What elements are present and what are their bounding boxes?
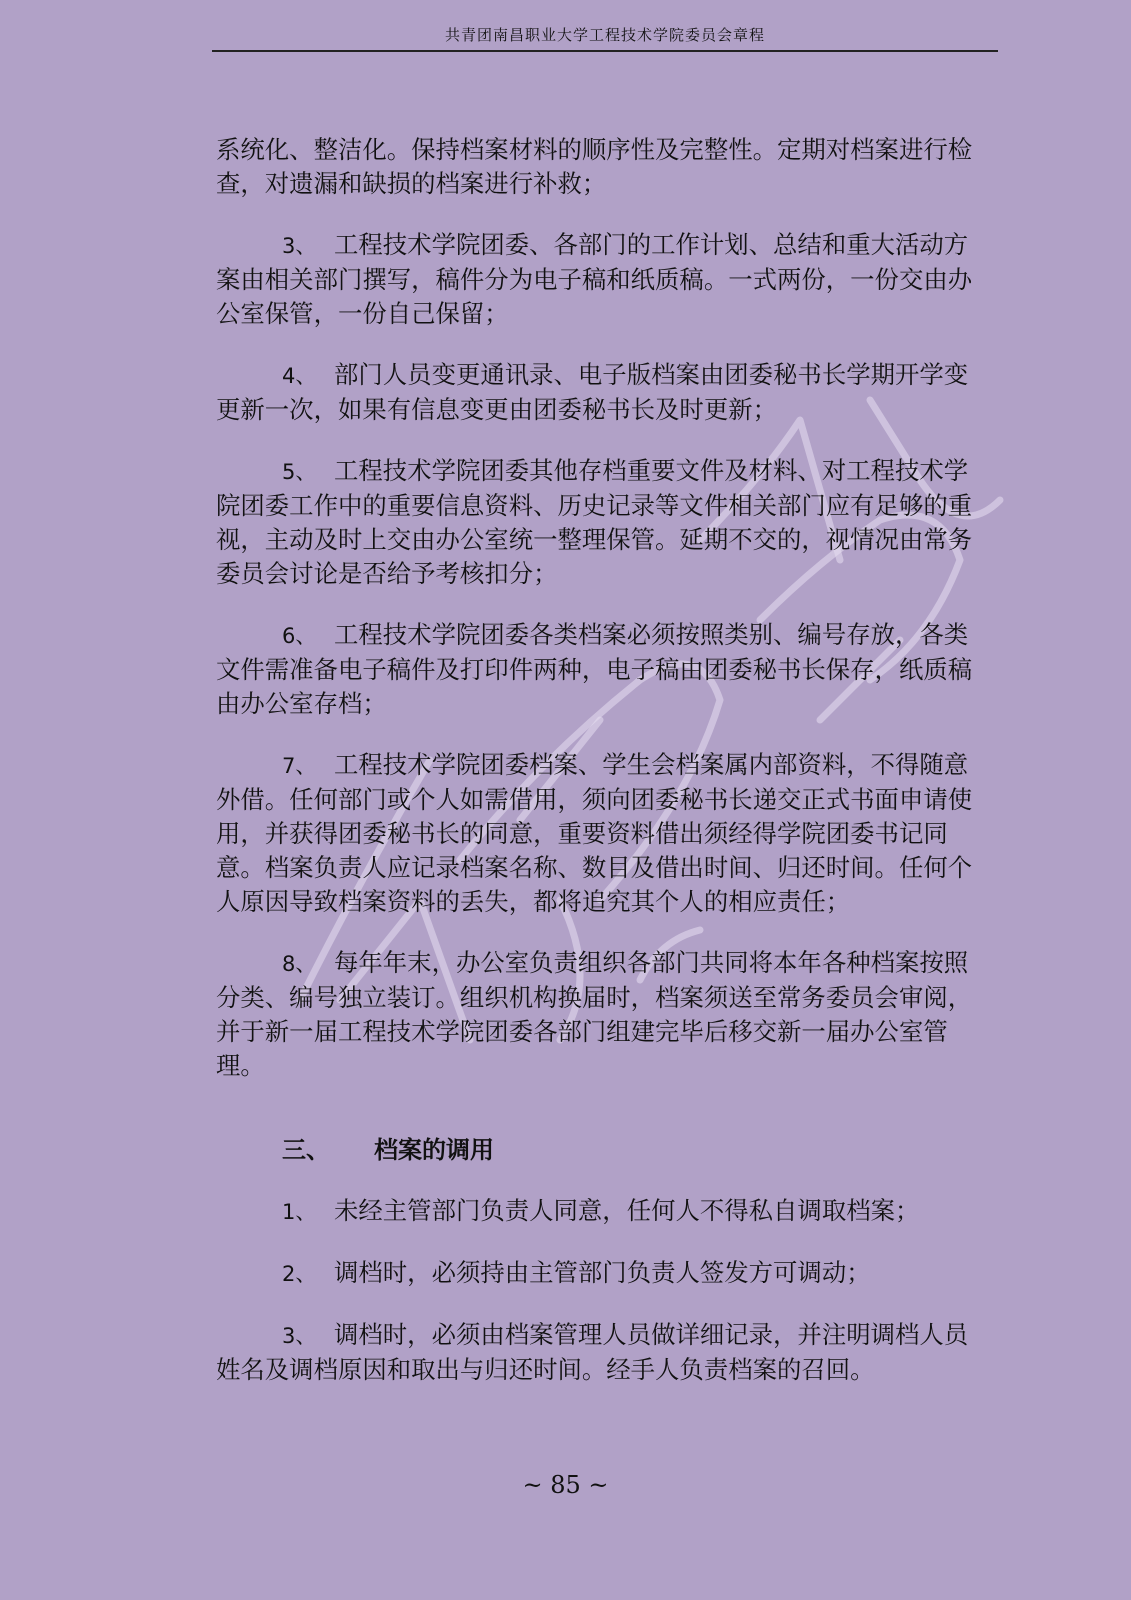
item-text: 工程技术学院团委档案、学生会档案属内部资料，不得随意外借。任何部门或个人如需借用，须向团委秘书长递交正式书面申请使用，并获得团委秘书长的同意，重要资料借出须经得学院团委书记同意。档案负责人应记录档案名称、数目及借出时间、归还时间。任何个人原因导致档案资料的丢失，都将追究其个人的相应责任； [216, 750, 973, 916]
list-item [216, 358, 988, 427]
item-text: 调档时，必须持由主管部门负责人签发方可调动； [334, 1258, 871, 1287]
list-item [216, 618, 988, 721]
item-number: 4、 [282, 364, 317, 388]
item-text: 部门人员变更通讯录、电子版档案由团委秘书长学期开学变更新一次，如果有信息变更由团委秘书长及时更新； [216, 360, 969, 424]
item-number: 6、 [282, 624, 317, 648]
item-number: 2、 [282, 1262, 317, 1286]
item-number: 3、 [282, 234, 317, 258]
list-item [216, 1194, 988, 1229]
page-number: ~ 85 ~ [522, 1471, 609, 1499]
item-number: 7、 [282, 754, 317, 778]
paragraph-text: 系统化、整洁化。保持档案材料的顺序性及完整性。定期对档案进行检查，对遗漏和缺损的档案进行补救； [216, 135, 973, 198]
item-text: 未经主管部门负责人同意，任何人不得私自调取档案； [334, 1196, 920, 1225]
list-item [216, 228, 988, 331]
item-number: 1、 [282, 1200, 317, 1224]
section-number: 三、 [282, 1136, 330, 1164]
item-text: 调档时，必须由档案管理人员做详细记录，并注明调档人员姓名及调档原因和取出与归还时间。经手人负责档案的召回。 [216, 1320, 969, 1384]
list-item [216, 1318, 988, 1387]
item-text: 每年年末，办公室负责组织各部门共同将本年各种档案按照分类、编号独立装订。组织机构换届时，档案须送至常务委员会审阅，并于新一届工程技术学院团委各部门组建完毕后移交新一届办公室管理。 [216, 948, 973, 1080]
item-text: 工程技术学院团委、各部门的工作计划、总结和重大活动方案由相关部门撰写，稿件分为电子稿和纸质稿。一式两份，一份交由办公室保管，一份自己保留； [216, 230, 973, 328]
section-heading [216, 1133, 988, 1167]
item-number: 8、 [282, 952, 317, 976]
document-body [216, 133, 988, 1414]
item-text: 工程技术学院团委各类档案必须按照类别、编号存放，各类文件需准备电子稿件及打印件两种，电子稿由团委秘书长保存，纸质稿由办公室存档； [216, 620, 973, 718]
list-item [216, 748, 988, 919]
list-item [216, 1256, 988, 1291]
section-title: 档案的调用 [374, 1136, 494, 1164]
item-number: 3、 [282, 1324, 317, 1348]
item-text: 工程技术学院团委其他存档重要文件及材料、对工程技术学院团委工作中的重要信息资料、历史记录等文件相关部门应有足够的重视，主动及时上交由办公室统一整理保管。延期不交的，视情况由常务委员会讨论是否给予考核扣分； [216, 456, 973, 588]
paragraph [216, 133, 988, 201]
list-item [216, 454, 988, 591]
list-item [216, 946, 988, 1083]
item-number: 5、 [282, 460, 317, 484]
page-header: 共青团南昌职业大学工程技术学院委员会章程 [212, 22, 998, 52]
